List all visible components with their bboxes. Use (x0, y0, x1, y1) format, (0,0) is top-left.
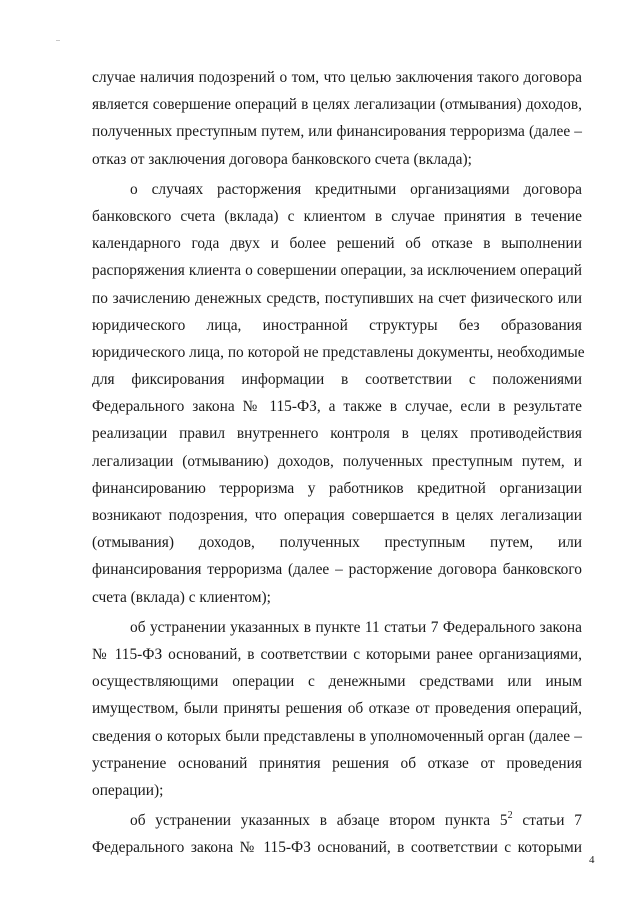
text-line: сведения о которых были представлены в уполномоченный орган (далее – (92, 727, 582, 745)
text-line: по зачислению денежных средств, поступивших на счет физического или (92, 289, 582, 307)
text-line: является совершение операций в целях легализации (отмывания) доходов, (92, 96, 582, 114)
text-line: Федерального закона № 115-ФЗ, а также в случае, если в результате (92, 398, 582, 416)
text-fragment: об устранении указанных в абзаце втором пункта 5 (130, 812, 508, 830)
page-number: 4 (589, 854, 595, 866)
superscript: 2 (507, 810, 513, 822)
text-line: юридического лица, по которой не представлены документы, необходимые (92, 343, 585, 361)
text-line: реализации правил внутреннего контроля в целях противодействия (92, 425, 582, 443)
paragraph-1 (92, 64, 582, 173)
text-line: финансирования терроризма (далее – расторжение договора банковского (92, 561, 582, 579)
text-line: случае наличия подозрений о том, что целью заключения такого договора (92, 69, 582, 86)
text-line: (отмывания) доходов, полученных преступным путем, или (92, 534, 582, 552)
text-line: полученных преступным путем, или финансирования терроризма (далее – (92, 123, 582, 141)
text-line: устранение оснований принятия решения об отказе от проведения (92, 754, 582, 772)
text-line: для фиксирования информации в соответствии с положениями (92, 371, 582, 389)
paragraph-3 (92, 614, 582, 804)
body-text (92, 64, 585, 861)
text-line: имуществом, были приняты решения об отказе от проведения операций, (92, 700, 582, 718)
text-line: отказ от заключения договора банковского счета (вклада); (92, 150, 472, 168)
text-line: осуществляющими операции с денежными средствами или иным (92, 673, 582, 691)
scan-mark (56, 40, 60, 41)
text-line: банковского счета (вклада) с клиентом в случае принятия в течение (92, 207, 582, 225)
text-line: распоряжения клиента о совершении операции, за исключением операций (92, 262, 582, 280)
text-fragment: статьи 7 (522, 812, 583, 830)
text-line: операции); (92, 781, 164, 799)
paragraph-4 (92, 807, 582, 861)
text-line: Федерального закона № 115-ФЗ оснований, в соответствии с которыми (92, 839, 582, 857)
text-line: юридического лица, иностранной структуры без образования (92, 316, 582, 334)
text-line: о случаях расторжения кредитными организациями договора (130, 180, 582, 198)
text-line: возникают подозрения, что операция совершается в целях легализации (92, 507, 582, 524)
paragraph-2 (92, 176, 585, 611)
text-line: финансированию терроризма у работников кредитной организации (92, 479, 582, 497)
text-line: счета (вклада) с клиентом); (92, 588, 271, 606)
text-line: об устранении указанных в пункте 11 статьи 7 Федерального закона (130, 618, 582, 636)
text-line: легализации (отмыванию) доходов, полученных преступным путем, и (92, 452, 582, 470)
text-line: календарного года двух и более решений об отказе в выполнении (92, 235, 582, 253)
text-line (92, 807, 582, 834)
text-line: № 115-ФЗ оснований, в соответствии с которыми ранее организациями, (92, 645, 582, 663)
